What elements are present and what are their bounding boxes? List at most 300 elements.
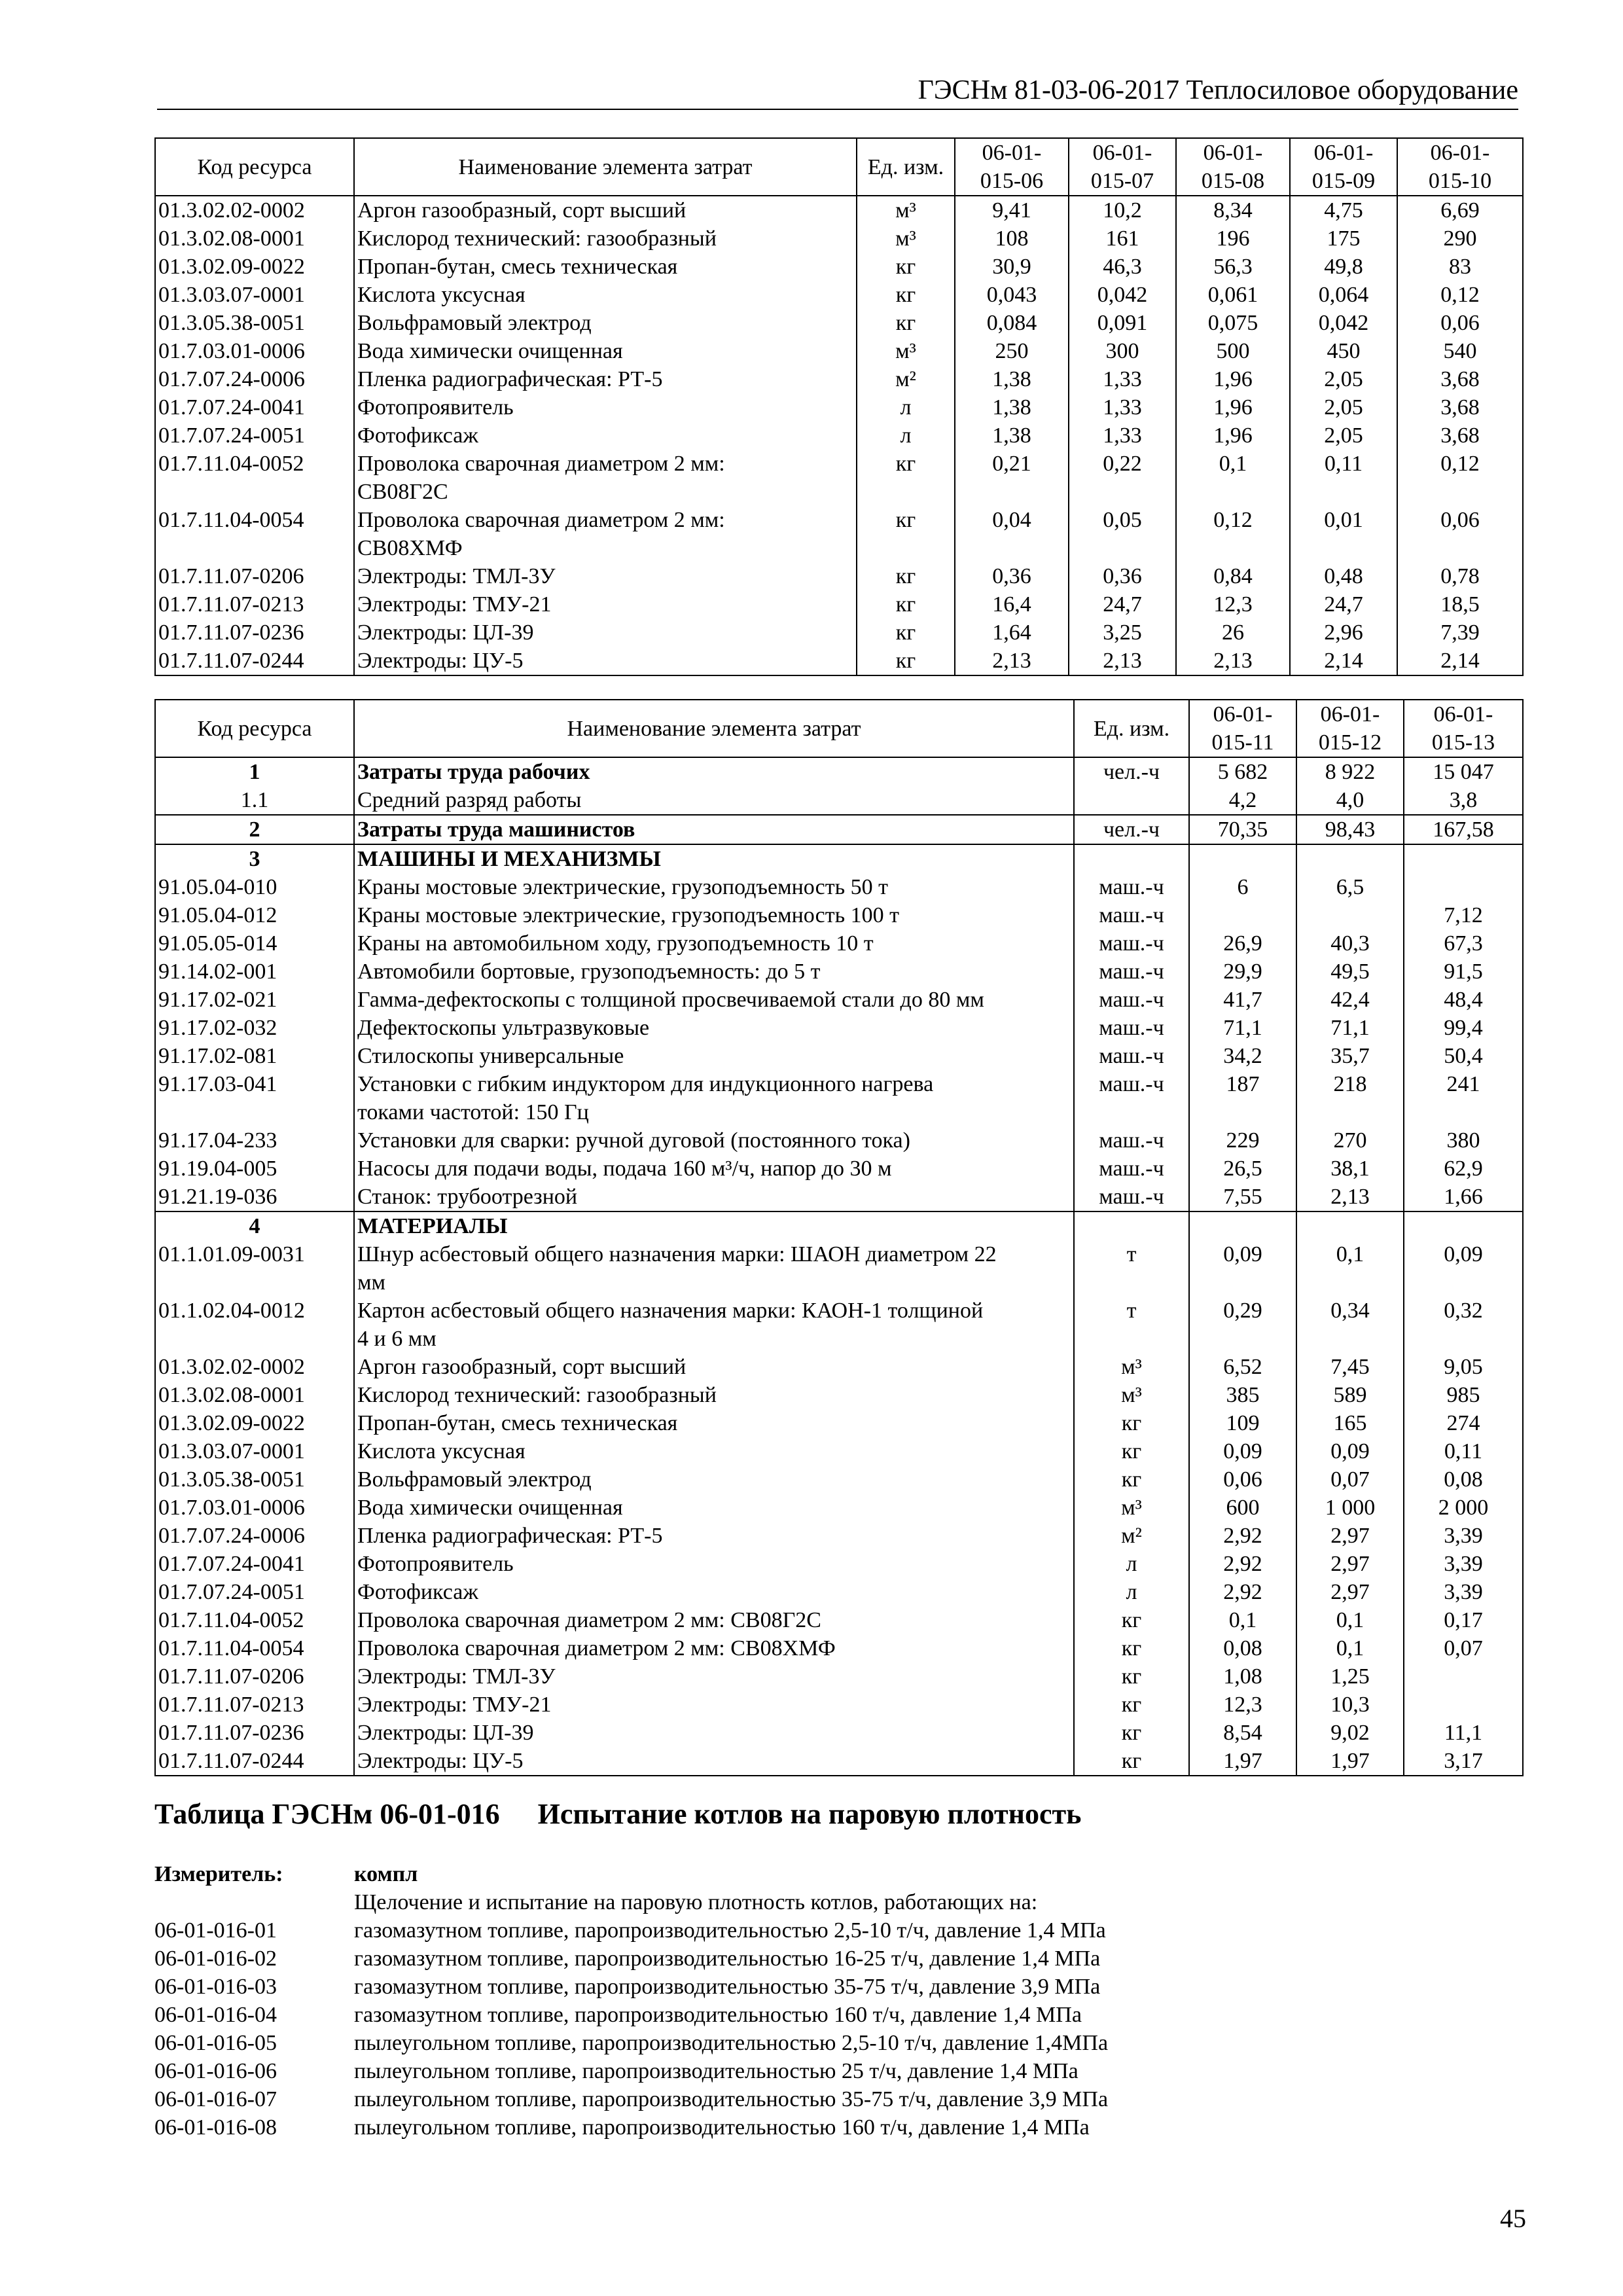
value-cell: 0,48 bbox=[1290, 562, 1397, 590]
value-cell bbox=[1296, 901, 1404, 929]
value-cell: 2,13 bbox=[1069, 647, 1176, 675]
value-cell: 187 bbox=[1189, 1070, 1296, 1126]
value-cell: 71,1 bbox=[1296, 1014, 1404, 1042]
value-cell: 3,68 bbox=[1397, 422, 1523, 450]
resource-name-cell: МАТЕРИАЛЫ bbox=[354, 1211, 1074, 1240]
table-row bbox=[155, 1381, 1523, 1409]
value-cell: 70,35 bbox=[1189, 815, 1296, 844]
value-cell: 3,68 bbox=[1397, 365, 1523, 393]
value-cell: 274 bbox=[1404, 1409, 1523, 1437]
value-cell: 0,12 bbox=[1397, 450, 1523, 506]
unit-cell: маш.-ч bbox=[1074, 929, 1189, 958]
resource-name-cell: Электроды: ЦЛ-39 bbox=[354, 619, 857, 647]
meter-item bbox=[154, 2085, 1463, 2113]
value-cell: 6 bbox=[1189, 873, 1296, 901]
unit-cell: кг bbox=[857, 562, 955, 590]
value-cell: 0,09 bbox=[1404, 1240, 1523, 1297]
meter-item-description: пылеугольном топливе, паропроизводительностью 2,5-10 т/ч, давление 1,4МПа bbox=[354, 2031, 1109, 2055]
value-cell: 600 bbox=[1189, 1494, 1296, 1522]
value-cell: 0,061 bbox=[1176, 281, 1290, 309]
value-cell: 5 682 bbox=[1189, 757, 1296, 786]
value-cell: 4,75 bbox=[1290, 196, 1397, 224]
column-header: Код ресурса bbox=[155, 138, 354, 196]
resource-code-cell: 01.1.02.04-0012 bbox=[155, 1297, 354, 1353]
value-cell: 300 bbox=[1069, 337, 1176, 365]
value-cell: 0,1 bbox=[1296, 1634, 1404, 1662]
value-cell: 7,45 bbox=[1296, 1353, 1404, 1381]
value-cell: 9,05 bbox=[1404, 1353, 1523, 1381]
meter-intro: Щелочение и испытание на паровую плотность котлов, работающих на: bbox=[354, 1890, 1038, 1914]
value-cell: 0,09 bbox=[1296, 1437, 1404, 1465]
value-cell: 2,97 bbox=[1296, 1578, 1404, 1606]
table-caption-title: Испытание котлов на паровую плотность bbox=[537, 1798, 1082, 1830]
value-cell: 50,4 bbox=[1404, 1042, 1523, 1070]
table-row bbox=[155, 1409, 1523, 1437]
value-cell: 0,32 bbox=[1404, 1297, 1523, 1353]
resource-code-cell: 4 bbox=[155, 1211, 354, 1240]
resource-code-cell: 1 bbox=[155, 757, 354, 786]
resource-code-cell: 01.7.11.07-0236 bbox=[155, 619, 354, 647]
value-cell: 7,12 bbox=[1404, 901, 1523, 929]
value-cell: 0,84 bbox=[1176, 562, 1290, 590]
resource-code-cell: 91.17.02-032 bbox=[155, 1014, 354, 1042]
value-cell: 2,92 bbox=[1189, 1522, 1296, 1550]
table-row bbox=[155, 562, 1523, 590]
resource-code-cell: 91.17.03-041 bbox=[155, 1070, 354, 1126]
value-cell bbox=[1189, 844, 1296, 873]
meter-item-code: 06-01-016-08 bbox=[154, 2115, 277, 2140]
column-header: 06-01- 015-08 bbox=[1176, 138, 1290, 196]
resource-code-cell: 91.17.02-021 bbox=[155, 986, 354, 1014]
value-cell: 26,5 bbox=[1189, 1155, 1296, 1183]
meter-item bbox=[154, 2113, 1463, 2142]
table-row bbox=[155, 590, 1523, 619]
unit-cell: маш.-ч bbox=[1074, 958, 1189, 986]
meter-item-code: 06-01-016-04 bbox=[154, 2003, 277, 2027]
resource-name-cell: Краны на автомобильном ходу, грузоподъемность 10 т bbox=[354, 929, 1074, 958]
running-header: ГЭСНм 81-03-06-2017 Теплосиловое оборудование bbox=[918, 75, 1518, 105]
resource-name-cell: Картон асбестовый общего назначения марки: КАОН-1 толщиной 4 и 6 мм bbox=[354, 1297, 1074, 1353]
value-cell: 1,33 bbox=[1069, 365, 1176, 393]
unit-cell: кг bbox=[857, 590, 955, 619]
resource-name-cell: Вода химически очищенная bbox=[354, 1494, 1074, 1522]
resource-code-cell: 91.17.02-081 bbox=[155, 1042, 354, 1070]
unit-cell: кг bbox=[1074, 1465, 1189, 1494]
value-cell: 3,39 bbox=[1404, 1550, 1523, 1578]
unit-cell: л bbox=[857, 393, 955, 422]
value-cell: 91,5 bbox=[1404, 958, 1523, 986]
meter-items bbox=[154, 1916, 1463, 2142]
meter-row bbox=[154, 1860, 1463, 1888]
value-cell: 380 bbox=[1404, 1126, 1523, 1155]
value-cell: 2,05 bbox=[1290, 365, 1397, 393]
table-caption bbox=[154, 1795, 1081, 1834]
resource-code-cell: 01.7.03.01-0006 bbox=[155, 1494, 354, 1522]
meter-item bbox=[154, 2029, 1463, 2057]
value-cell: 48,4 bbox=[1404, 986, 1523, 1014]
table-caption-number: Таблица ГЭСНм 06-01-016 bbox=[154, 1798, 500, 1830]
meter-item-code: 06-01-016-05 bbox=[154, 2031, 277, 2055]
table-row bbox=[155, 786, 1523, 815]
unit-cell: маш.-ч bbox=[1074, 1042, 1189, 1070]
table-header-row bbox=[155, 700, 1523, 757]
value-cell bbox=[1404, 1691, 1523, 1719]
value-cell: 42,4 bbox=[1296, 986, 1404, 1014]
meter-item-description: газомазутном топливе, паропроизводительностью 35-75 т/ч, давление 3,9 МПа bbox=[354, 1975, 1101, 1999]
value-cell: 985 bbox=[1404, 1381, 1523, 1409]
unit-cell: кг bbox=[857, 450, 955, 506]
value-cell: 0,07 bbox=[1404, 1634, 1523, 1662]
resource-table-1 bbox=[154, 137, 1524, 676]
resource-code-cell: 01.7.07.24-0006 bbox=[155, 365, 354, 393]
table-row bbox=[155, 1606, 1523, 1634]
resource-name-cell: Электроды: ЦУ-5 bbox=[354, 647, 857, 675]
resource-code-cell: 01.7.11.07-0213 bbox=[155, 590, 354, 619]
resource-name-cell: Насосы для подачи воды, подача 160 м³/ч, напор до 30 м bbox=[354, 1155, 1074, 1183]
resource-name-cell: Стилоскопы универсальные bbox=[354, 1042, 1074, 1070]
resource-code-cell: 01.7.11.07-0206 bbox=[155, 562, 354, 590]
resource-name-cell: Электроды: ЦУ-5 bbox=[354, 1747, 1074, 1776]
unit-cell: кг bbox=[1074, 1747, 1189, 1776]
value-cell: 4,2 bbox=[1189, 786, 1296, 815]
resource-code-cell: 01.3.05.38-0051 bbox=[155, 1465, 354, 1494]
unit-cell: маш.-ч bbox=[1074, 873, 1189, 901]
meter-block bbox=[154, 1860, 1463, 2142]
resource-code-cell: 3 bbox=[155, 844, 354, 873]
value-cell: 0,29 bbox=[1189, 1297, 1296, 1353]
value-cell: 6,5 bbox=[1296, 873, 1404, 901]
value-cell bbox=[1404, 1662, 1523, 1691]
value-cell: 12,3 bbox=[1176, 590, 1290, 619]
table-row bbox=[155, 1719, 1523, 1747]
value-cell: 500 bbox=[1176, 337, 1290, 365]
value-cell: 3,39 bbox=[1404, 1522, 1523, 1550]
resource-name-cell: Проволока сварочная диаметром 2 мм: СВ08Г2С bbox=[354, 450, 857, 506]
value-cell: 62,9 bbox=[1404, 1155, 1523, 1183]
unit-cell: маш.-ч bbox=[1074, 1183, 1189, 1211]
value-cell: 109 bbox=[1189, 1409, 1296, 1437]
value-cell: 161 bbox=[1069, 224, 1176, 253]
value-cell: 2,14 bbox=[1397, 647, 1523, 675]
meter-item-description: пылеугольном топливе, паропроизводительностью 35-75 т/ч, давление 3,9 МПа bbox=[354, 2087, 1109, 2111]
value-cell: 0,08 bbox=[1404, 1465, 1523, 1494]
value-cell: 1,66 bbox=[1404, 1183, 1523, 1211]
value-cell: 9,41 bbox=[955, 196, 1069, 224]
table-row bbox=[155, 1634, 1523, 1662]
value-cell: 0,075 bbox=[1176, 309, 1290, 337]
unit-cell: м³ bbox=[857, 337, 955, 365]
resource-name-cell: Кислота уксусная bbox=[354, 281, 857, 309]
value-cell: 0,1 bbox=[1189, 1606, 1296, 1634]
table-row bbox=[155, 309, 1523, 337]
unit-cell: кг bbox=[1074, 1662, 1189, 1691]
value-cell: 0,043 bbox=[955, 281, 1069, 309]
column-header: 06-01- 015-10 bbox=[1397, 138, 1523, 196]
table-row bbox=[155, 1297, 1523, 1353]
value-cell: 2,97 bbox=[1296, 1522, 1404, 1550]
value-cell: 6,69 bbox=[1397, 196, 1523, 224]
value-cell: 270 bbox=[1296, 1126, 1404, 1155]
resource-name-cell: Дефектоскопы ультразвуковые bbox=[354, 1014, 1074, 1042]
resource-code-cell: 01.7.11.07-0236 bbox=[155, 1719, 354, 1747]
unit-cell: м³ bbox=[857, 224, 955, 253]
resource-name-cell: Аргон газообразный, сорт высший bbox=[354, 1353, 1074, 1381]
unit-cell: кг bbox=[1074, 1719, 1189, 1747]
table-row bbox=[155, 1494, 1523, 1522]
value-cell bbox=[1404, 1211, 1523, 1240]
resource-code-cell: 01.7.07.24-0041 bbox=[155, 1550, 354, 1578]
value-cell: 15 047 bbox=[1404, 757, 1523, 786]
table-row bbox=[155, 1240, 1523, 1297]
value-cell: 1,33 bbox=[1069, 422, 1176, 450]
value-cell: 450 bbox=[1290, 337, 1397, 365]
value-cell: 175 bbox=[1290, 224, 1397, 253]
table-row bbox=[155, 958, 1523, 986]
meter-item-code: 06-01-016-06 bbox=[154, 2059, 277, 2083]
value-cell bbox=[1404, 844, 1523, 873]
value-cell: 35,7 bbox=[1296, 1042, 1404, 1070]
meter-item bbox=[154, 2057, 1463, 2085]
unit-cell: маш.-ч bbox=[1074, 1014, 1189, 1042]
resource-name-cell: Пропан-бутан, смесь техническая bbox=[354, 253, 857, 281]
resource-name-cell: Фотопроявитель bbox=[354, 393, 857, 422]
value-cell: 2,13 bbox=[955, 647, 1069, 675]
resource-name-cell: Станок: трубоотрезной bbox=[354, 1183, 1074, 1211]
unit-cell: м³ bbox=[1074, 1494, 1189, 1522]
value-cell: 167,58 bbox=[1404, 815, 1523, 844]
resource-code-cell: 01.3.02.08-0001 bbox=[155, 224, 354, 253]
value-cell: 2,92 bbox=[1189, 1578, 1296, 1606]
meter-unit: компл bbox=[354, 1862, 418, 1886]
resource-name-cell: Затраты труда рабочих bbox=[354, 757, 1074, 786]
value-cell: 7,39 bbox=[1397, 619, 1523, 647]
value-cell bbox=[1189, 1211, 1296, 1240]
value-cell: 1,97 bbox=[1296, 1747, 1404, 1776]
meter-item bbox=[154, 1945, 1463, 1973]
unit-cell: маш.-ч bbox=[1074, 986, 1189, 1014]
unit-cell: кг bbox=[857, 281, 955, 309]
table-row bbox=[155, 619, 1523, 647]
table-header-row bbox=[155, 138, 1523, 196]
resource-code-cell: 01.7.07.24-0041 bbox=[155, 393, 354, 422]
value-cell: 2,96 bbox=[1290, 619, 1397, 647]
resource-name-cell: Вольфрамовый электрод bbox=[354, 309, 857, 337]
table-row bbox=[155, 1042, 1523, 1070]
resource-code-cell: 1.1 bbox=[155, 786, 354, 815]
value-cell: 12,3 bbox=[1189, 1691, 1296, 1719]
unit-cell: кг bbox=[1074, 1437, 1189, 1465]
table-row bbox=[155, 1550, 1523, 1578]
table-row bbox=[155, 450, 1523, 506]
table-row bbox=[155, 506, 1523, 562]
meter-item-description: пылеугольном топливе, паропроизводительностью 25 т/ч, давление 1,4 МПа bbox=[354, 2059, 1079, 2083]
meter-item-code: 06-01-016-01 bbox=[154, 1918, 277, 1943]
value-cell bbox=[1296, 1211, 1404, 1240]
value-cell: 1,38 bbox=[955, 365, 1069, 393]
value-cell: 2,14 bbox=[1290, 647, 1397, 675]
value-cell: 0,042 bbox=[1290, 309, 1397, 337]
value-cell: 0,09 bbox=[1189, 1240, 1296, 1297]
unit-cell: кг bbox=[1074, 1606, 1189, 1634]
resource-name-cell: Кислород технический: газообразный bbox=[354, 224, 857, 253]
value-cell: 34,2 bbox=[1189, 1042, 1296, 1070]
value-cell: 98,43 bbox=[1296, 815, 1404, 844]
resource-code-cell: 01.7.11.04-0054 bbox=[155, 506, 354, 562]
value-cell: 24,7 bbox=[1069, 590, 1176, 619]
meter-item-description: газомазутном топливе, паропроизводительностью 160 т/ч, давление 1,4 МПа bbox=[354, 2003, 1082, 2027]
value-cell bbox=[1404, 873, 1523, 901]
unit-cell: т bbox=[1074, 1297, 1189, 1353]
resource-name-cell: Краны мостовые электрические, грузоподъемность 100 т bbox=[354, 901, 1074, 929]
resource-code-cell: 01.7.07.24-0006 bbox=[155, 1522, 354, 1550]
unit-cell: м³ bbox=[1074, 1353, 1189, 1381]
value-cell: 29,9 bbox=[1189, 958, 1296, 986]
value-cell: 218 bbox=[1296, 1070, 1404, 1126]
value-cell: 38,1 bbox=[1296, 1155, 1404, 1183]
meter-item-description: пылеугольном топливе, паропроизводительностью 160 т/ч, давление 1,4 МПа bbox=[354, 2115, 1090, 2140]
resource-name-cell: Затраты труда машинистов bbox=[354, 815, 1074, 844]
resource-code-cell: 91.14.02-001 bbox=[155, 958, 354, 986]
value-cell: 0,78 bbox=[1397, 562, 1523, 590]
resource-code-cell: 01.7.11.07-0244 bbox=[155, 1747, 354, 1776]
table-row bbox=[155, 1183, 1523, 1211]
resource-code-cell: 01.7.07.24-0051 bbox=[155, 1578, 354, 1606]
value-cell: 0,064 bbox=[1290, 281, 1397, 309]
table-row bbox=[155, 1437, 1523, 1465]
value-cell bbox=[1296, 844, 1404, 873]
resource-code-cell: 2 bbox=[155, 815, 354, 844]
unit-cell: чел.-ч bbox=[1074, 757, 1189, 786]
unit-cell bbox=[1074, 844, 1189, 873]
value-cell: 385 bbox=[1189, 1381, 1296, 1409]
resource-name-cell: Краны мостовые электрические, грузоподъемность 50 т bbox=[354, 873, 1074, 901]
value-cell: 8,34 bbox=[1176, 196, 1290, 224]
meter-item-description: газомазутном топливе, паропроизводительностью 2,5-10 т/ч, давление 1,4 МПа bbox=[354, 1918, 1106, 1943]
value-cell: 49,8 bbox=[1290, 253, 1397, 281]
value-cell: 290 bbox=[1397, 224, 1523, 253]
table-row bbox=[155, 1465, 1523, 1494]
resource-code-cell: 91.21.19-036 bbox=[155, 1183, 354, 1211]
value-cell: 83 bbox=[1397, 253, 1523, 281]
unit-cell: л bbox=[1074, 1578, 1189, 1606]
value-cell: 0,06 bbox=[1397, 506, 1523, 562]
column-header: Ед. изм. bbox=[1074, 700, 1189, 757]
resource-code-cell: 01.7.11.07-0206 bbox=[155, 1662, 354, 1691]
resource-name-cell: Электроды: ТМУ-21 bbox=[354, 590, 857, 619]
table-row bbox=[155, 1070, 1523, 1126]
table-row bbox=[155, 1126, 1523, 1155]
resource-code-cell: 01.3.02.02-0002 bbox=[155, 196, 354, 224]
value-cell: 1,38 bbox=[955, 393, 1069, 422]
resource-name-cell: Фотофиксаж bbox=[354, 1578, 1074, 1606]
table-row bbox=[155, 757, 1523, 786]
table-row bbox=[155, 253, 1523, 281]
column-header: 06-01- 015-09 bbox=[1290, 138, 1397, 196]
resource-code-cell: 01.7.03.01-0006 bbox=[155, 337, 354, 365]
resource-name-cell: Пленка радиографическая: РТ-5 bbox=[354, 1522, 1074, 1550]
unit-cell: маш.-ч bbox=[1074, 1126, 1189, 1155]
meter-item bbox=[154, 1973, 1463, 2001]
unit-cell: т bbox=[1074, 1240, 1189, 1297]
value-cell: 0,36 bbox=[955, 562, 1069, 590]
resource-code-cell: 01.3.03.07-0001 bbox=[155, 281, 354, 309]
unit-cell: кг bbox=[1074, 1691, 1189, 1719]
meter-item-code: 06-01-016-03 bbox=[154, 1975, 277, 1999]
value-cell: 7,55 bbox=[1189, 1183, 1296, 1211]
table-row bbox=[155, 1747, 1523, 1776]
value-cell: 1,38 bbox=[955, 422, 1069, 450]
column-header: 06-01- 015-12 bbox=[1296, 700, 1404, 757]
unit-cell: маш.-ч bbox=[1074, 1155, 1189, 1183]
value-cell: 1,25 bbox=[1296, 1662, 1404, 1691]
resource-name-cell: Вода химически очищенная bbox=[354, 337, 857, 365]
unit-cell: маш.-ч bbox=[1074, 901, 1189, 929]
value-cell: 0,05 bbox=[1069, 506, 1176, 562]
value-cell: 18,5 bbox=[1397, 590, 1523, 619]
resource-name-cell: Гамма-дефектоскопы с толщиной просвечиваемой стали до 80 мм bbox=[354, 986, 1074, 1014]
unit-cell: кг bbox=[857, 619, 955, 647]
table-row bbox=[155, 647, 1523, 675]
table-row bbox=[155, 393, 1523, 422]
unit-cell: кг bbox=[1074, 1634, 1189, 1662]
resource-code-cell: 01.3.02.09-0022 bbox=[155, 253, 354, 281]
meter-intro-row bbox=[154, 1888, 1463, 1916]
table-row bbox=[155, 337, 1523, 365]
value-cell: 3,68 bbox=[1397, 393, 1523, 422]
table-row bbox=[155, 986, 1523, 1014]
table-row bbox=[155, 1522, 1523, 1550]
resource-name-cell: Установки с гибким индуктором для индукционного нагрева токами частотой: 150 Гц bbox=[354, 1070, 1074, 1126]
value-cell: 0,06 bbox=[1397, 309, 1523, 337]
table-row bbox=[155, 901, 1523, 929]
column-header: Наименование элемента затрат bbox=[354, 700, 1074, 757]
resource-name-cell: Пленка радиографическая: РТ-5 bbox=[354, 365, 857, 393]
value-cell: 2,92 bbox=[1189, 1550, 1296, 1578]
column-header: Код ресурса bbox=[155, 700, 354, 757]
resource-name-cell: Кислота уксусная bbox=[354, 1437, 1074, 1465]
column-header: 06-01- 015-06 bbox=[955, 138, 1069, 196]
value-cell: 0,091 bbox=[1069, 309, 1176, 337]
value-cell: 1,08 bbox=[1189, 1662, 1296, 1691]
value-cell: 3,8 bbox=[1404, 786, 1523, 815]
resource-name-cell: Установки для сварки: ручной дуговой (постоянного тока) bbox=[354, 1126, 1074, 1155]
meter-item-code: 06-01-016-02 bbox=[154, 1946, 277, 1971]
value-cell: 67,3 bbox=[1404, 929, 1523, 958]
header-rule bbox=[157, 109, 1518, 110]
value-cell: 2,13 bbox=[1176, 647, 1290, 675]
resource-code-cell: 91.19.04-005 bbox=[155, 1155, 354, 1183]
unit-cell: кг bbox=[857, 506, 955, 562]
table-row bbox=[155, 929, 1523, 958]
value-cell: 0,1 bbox=[1296, 1606, 1404, 1634]
resource-name-cell: Электроды: ТМУ-21 bbox=[354, 1691, 1074, 1719]
meter-item-description: газомазутном топливе, паропроизводительностью 16-25 т/ч, давление 1,4 МПа bbox=[354, 1946, 1101, 1971]
unit-cell: кг bbox=[857, 253, 955, 281]
value-cell: 1,96 bbox=[1176, 365, 1290, 393]
value-cell: 1,97 bbox=[1189, 1747, 1296, 1776]
meter-item-code: 06-01-016-07 bbox=[154, 2087, 277, 2111]
value-cell: 99,4 bbox=[1404, 1014, 1523, 1042]
value-cell: 30,9 bbox=[955, 253, 1069, 281]
value-cell: 1,96 bbox=[1176, 393, 1290, 422]
page-number: 45 bbox=[1500, 2204, 1526, 2233]
value-cell: 3,25 bbox=[1069, 619, 1176, 647]
value-cell: 0,07 bbox=[1296, 1465, 1404, 1494]
resource-code-cell: 91.17.04-233 bbox=[155, 1126, 354, 1155]
resource-name-cell: Кислород технический: газообразный bbox=[354, 1381, 1074, 1409]
resource-name-cell: МАШИНЫ И МЕХАНИЗМЫ bbox=[354, 844, 1074, 873]
value-cell: 196 bbox=[1176, 224, 1290, 253]
